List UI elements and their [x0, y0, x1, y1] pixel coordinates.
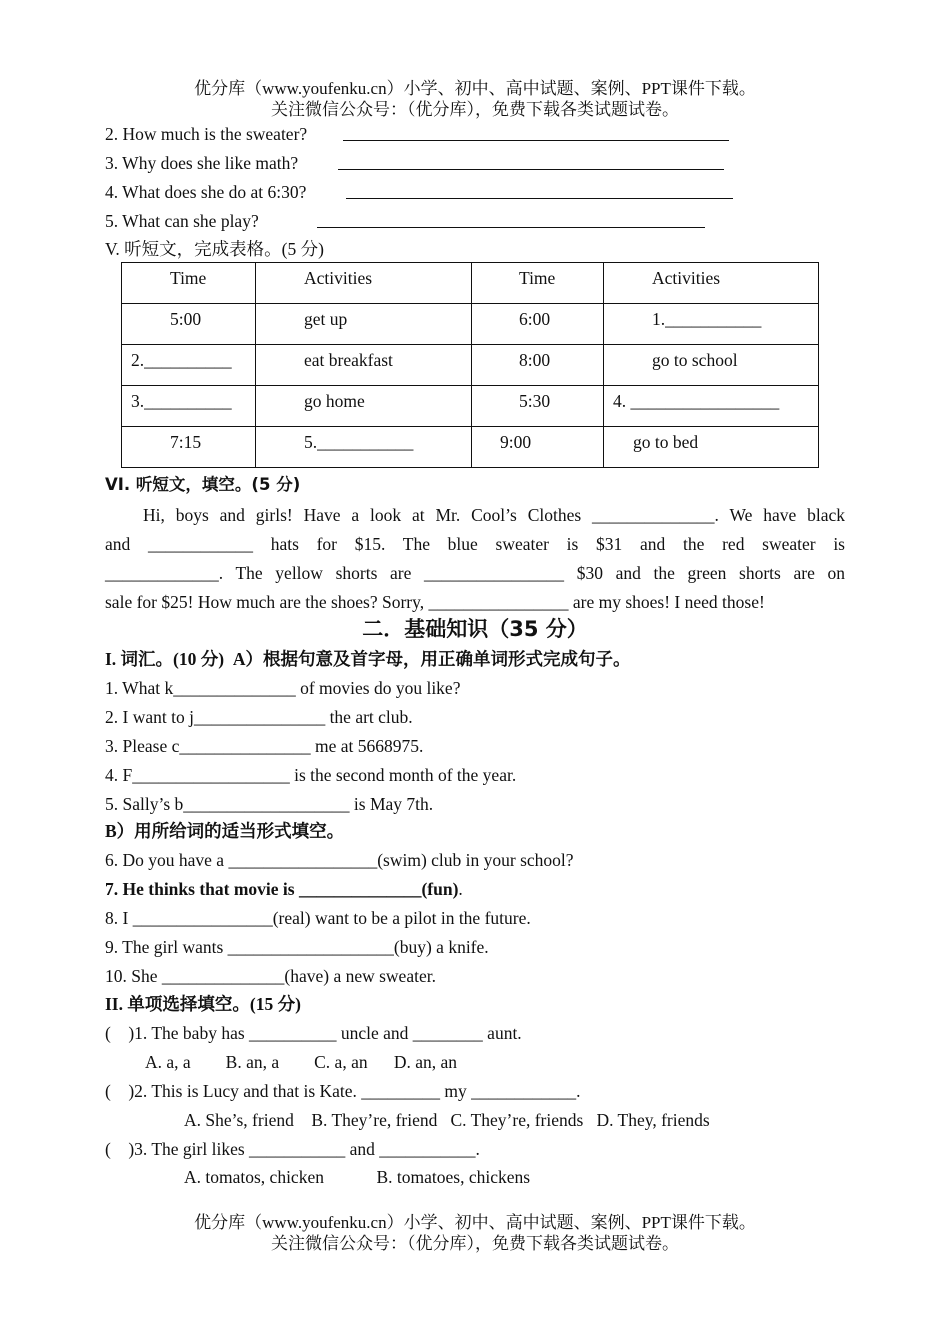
header-line-2: 关注微信公众号：（优分库），免费下载各类试题试卷。 [271, 100, 679, 119]
table-cell-blank[interactable]: 3.__________ [122, 386, 256, 427]
table-cell-blank[interactable]: 2.__________ [122, 345, 256, 386]
table-cell-blank[interactable]: 4. _________________ [604, 386, 819, 427]
passage-line-1: Hi, boys and girls! Have a look at Mr. Cool’s Clothes ______________. We have black [143, 505, 845, 525]
table-row [122, 427, 819, 468]
question-iv-5: 5. What can she play? [105, 211, 259, 231]
question-iv-3: 3. Why does she like math? [105, 153, 299, 173]
table-cell: 8:00 [472, 345, 604, 386]
section-v-title: V. 听短文，完成表格。(5 分) [105, 239, 324, 259]
vocab-item: 4. F__________________ is the second month of the year. [105, 765, 517, 785]
table-header: Activities [256, 263, 472, 304]
part-2-title: 二．基础知识（35 分） [362, 617, 588, 641]
mc-options-3: A. tomatos, chicken B. tomatoes, chickens [184, 1167, 531, 1187]
table-cell: 6:00 [472, 304, 604, 345]
mc-question-2: ( )2. This is Lucy and that is Kate. _________ my ____________. [105, 1081, 581, 1101]
vocab-item: 6. Do you have a _________________(swim) club in your school? [105, 850, 574, 870]
table-row [122, 386, 819, 427]
activity-table [121, 262, 819, 468]
table-cell: eat breakfast [256, 345, 472, 386]
table-cell-blank[interactable]: 5.___________ [256, 427, 472, 468]
passage-line-4: sale for $25! How much are the shoes? Sorry, ________________ are my shoes! I need those! [105, 592, 765, 612]
answer-line-iv-3[interactable] [338, 169, 724, 170]
mc-question-3: ( )3. The girl likes ___________ and ___________. [105, 1139, 480, 1159]
header-line-1: 优分库（www.youfenku.cn）小学、初中、高中试题、案例、PPT课件下载。 [194, 79, 756, 98]
table-cell: 7:15 [122, 427, 256, 468]
vocab-item: 1. What k______________ of movies do you like? [105, 678, 461, 698]
part-b-title: B）用所给词的适当形式填空。 [105, 821, 345, 841]
footer-line-2: 关注微信公众号：（优分库），免费下载各类试题试卷。 [271, 1234, 679, 1253]
table-header: Time [122, 263, 256, 304]
question-iv-4: 4. What does she do at 6:30? [105, 182, 307, 202]
table-cell-blank[interactable]: 1.___________ [604, 304, 819, 345]
passage-line-2: and ____________ hats for $15. The blue sweater is $31 and the red sweater is [105, 534, 845, 554]
vocab-item: 5. Sally’s b___________________ is May 7th. [105, 794, 434, 814]
table-cell: go to school [604, 345, 819, 386]
question-iv-2: 2. How much is the sweater? [105, 124, 308, 144]
table-cell: 5:30 [472, 386, 604, 427]
table-header-row [122, 263, 819, 304]
mc-title: II. 单项选择填空。(15 分) [105, 994, 301, 1014]
vocab-item: 3. Please c_______________ me at 5668975. [105, 736, 424, 756]
vocab-item-bold: 7. He thinks that movie is ______________(fun). [105, 879, 463, 899]
table-row [122, 345, 819, 386]
table-header: Activities [604, 263, 819, 304]
mc-options-1: A. a, a B. an, a C. a, an D. an, an [145, 1052, 458, 1072]
answer-line-iv-4[interactable] [346, 198, 733, 199]
table-header: Time [472, 263, 604, 304]
footer-line-1: 优分库（www.youfenku.cn）小学、初中、高中试题、案例、PPT课件下载。 [194, 1213, 756, 1232]
table-row [122, 304, 819, 345]
vocab-item: 10. She ______________(have) a new sweater. [105, 966, 436, 986]
vocab-item: 9. The girl wants ___________________(buy) a knife. [105, 937, 489, 957]
passage-line-3: _____________. The yellow shorts are ________________ $30 and the green shorts are on [105, 563, 845, 583]
vocab-title: I. 词汇。(10 分) A）根据句意及首字母，用正确单词形式完成句子。 [105, 649, 631, 669]
table-cell: 9:00 [472, 427, 604, 468]
answer-line-iv-2[interactable] [343, 140, 729, 141]
vocab-item: 2. I want to j_______________ the art club. [105, 707, 413, 727]
section-vi-title: VI. 听短文，填空。(5 分) [105, 475, 301, 494]
mc-question-1: ( )1. The baby has __________ uncle and ________ aunt. [105, 1023, 522, 1043]
vocab-item: 8. I ________________(real) want to be a pilot in the future. [105, 908, 531, 928]
table-cell: go home [256, 386, 472, 427]
mc-options-2: A. She’s, friend B. They’re, friend C. They’re, friends D. They, friends [184, 1110, 710, 1130]
table-cell: 5:00 [122, 304, 256, 345]
table-cell: go to bed [604, 427, 819, 468]
table-cell: get up [256, 304, 472, 345]
answer-line-iv-5[interactable] [317, 227, 705, 228]
